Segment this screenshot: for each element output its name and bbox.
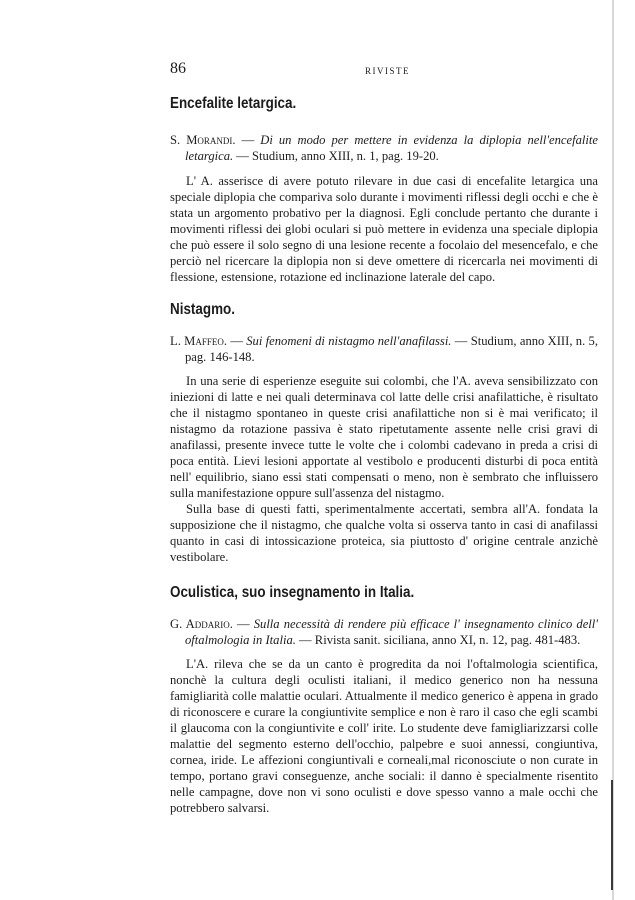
citation	[170, 333, 598, 365]
body-paragraph: L' A. asserisce di avere potuto rilevare in due casi di encefalite letargica una speciale diplopia che compariva solo durante i movimenti riflessi degli occhi e che è stata un argomento probativo per la diagnosi. Egli conclude pertanto che durante i movimenti riflessi dei globi oculari si può mettere in evidenza una speciale diplopia che può essere il solo segno di una lesione recente a focolaio del mesencefalo, e che perciò nel ricercare la diplopia non si deve omettere di ricercarla nei movimenti di flessione, estensione, rotazione ed inclinazione laterale del capo.	[170, 174, 598, 284]
page-edge-line	[611, 780, 613, 890]
section-title: Encefalite letargica.	[170, 95, 297, 112]
section-title: Oculistica, suo insegnamento in Italia.	[170, 584, 415, 601]
section-encefalite	[170, 94, 598, 285]
section-nistagmo	[170, 300, 598, 565]
citation-title: Sulla necessità di rendere più efficace l' insegnamento clinico dell' oftalmologia in Italia.	[185, 617, 598, 647]
page-number: 86	[170, 60, 186, 77]
body-paragraph: Sulla base di questi fatti, sperimentalmente accertati, sembra all'A. fondata la supposizione che il nistagmo, che qualche volta si osserva tanto in casi di anafilassi quanto in casi di intossicazione proteica, sia piuttosto d' origine centrale anzichè vestibolare.	[170, 502, 598, 564]
citation-dash: —	[227, 334, 247, 348]
citation-source: — Studium, anno XIII, n. 5, pag. 146-148.	[185, 334, 598, 364]
citation-author: G. Addario.	[170, 617, 233, 631]
body-paragraph: L'A. rileva che se da un canto è progredita da noi l'oftalmologia scientifica, nonchè la cultura degli oculisti italiani, il medico generico non ha nessuna famigliarità colle malattie oculari. Attualmente il medico generico è appena in grado di riconoscere e curare la congiuntivite semplice e non è raro il caso che egli scambi il glaucoma con la congiuntivite e coll' irite. Lo studente deve famigliarizzarsi colle malattie del segmento esterno dell'occhio, palpebre e suoi annessi, congiuntiva, cornea, iride. Le affezioni congiuntivali e corneali,mal riconosciute o non curate in tempo, portano gravi conseguenze, anche sociali: il danno è specialmente risentito nelle campagne, dove non vi sono oculisti e dove spesso vanno a male occhi che potrebbero salvarsi.	[170, 657, 598, 815]
citation	[170, 616, 598, 648]
section-title: Nistagmo.	[170, 301, 235, 318]
page-content	[170, 92, 598, 816]
citation-dash: —	[232, 617, 254, 631]
citation-title: Sui fenomeni di nistagmo nell'anafilassi.	[246, 334, 452, 348]
page-edge-shadow	[612, 0, 614, 900]
body-paragraph: In una serie di esperienze eseguite sui colombi, che l'A. aveva sensibilizzato con iniezioni di latte e nei quali determinava col latte delle crisi anafilattiche, è risultato che il nistagmo spontaneo in queste crisi anafilattiche non si è mai verificato; il nistagmo da rotazione passiva è stato ripetutamente assente nelle crisi gravi di anafilassi, presente invece tutte le volte che i colombi cadevano in preda a crisi di poca entità. Lievi lesioni apportate al vestibolo e producenti disturbi di poca entità nell' equilibrio, siano essi stati compensati o meno, non è sembrato che influissero sulla manifestazione oppure sull'assenza del nistagmo.	[170, 374, 598, 500]
running-head: RIVISTE	[365, 66, 410, 76]
citation-source: — Rivista sanit. siciliana, anno XI, n. 12, pag. 481-483.	[295, 633, 581, 647]
citation-dash: —	[235, 133, 261, 147]
citation	[170, 132, 598, 164]
section-oculistica	[170, 583, 598, 816]
citation-author: S. Morandi.	[170, 133, 236, 147]
citation-author: L. Maffeo.	[170, 334, 228, 348]
citation-source: — Studium, anno XIII, n. 1, pag. 19-20.	[233, 149, 439, 163]
citation-title: Di un modo per mettere in evidenza la diplopia nell'encefalite letargica.	[185, 133, 598, 163]
